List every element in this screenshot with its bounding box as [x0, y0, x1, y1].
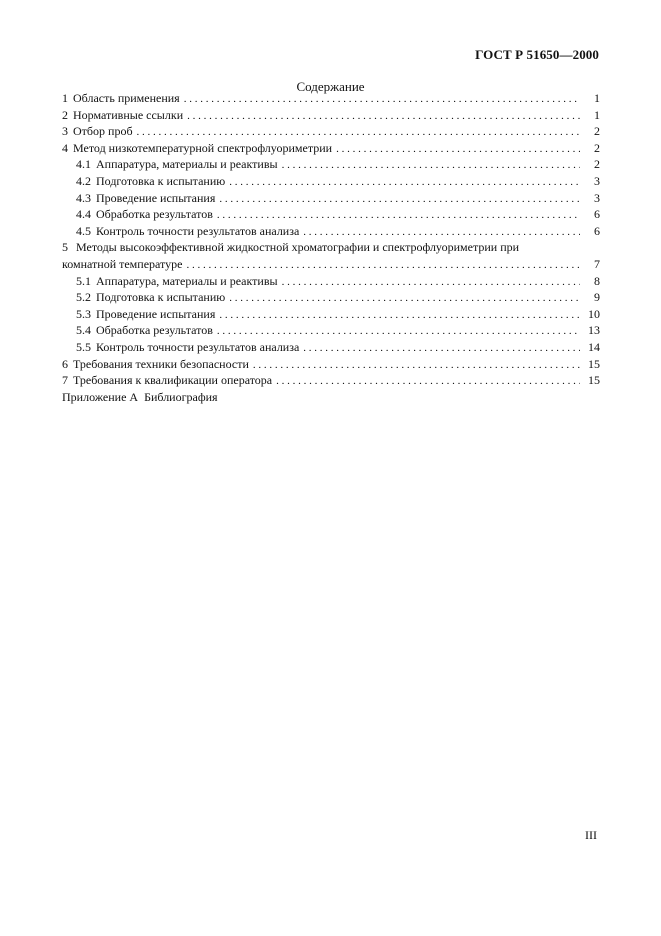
- dot-leader: [217, 323, 580, 340]
- toc-entry-page: 3: [594, 173, 600, 188]
- toc-entry[interactable]: [62, 223, 600, 240]
- toc-entry-page: 10: [588, 306, 600, 321]
- toc-entry-label: Требования техники безопасности: [73, 356, 249, 371]
- toc-entry-label: Нормативные ссылки: [73, 107, 184, 122]
- dot-leader: [217, 207, 580, 224]
- toc-entry-label: Проведение испытания: [96, 190, 216, 205]
- toc-entry-page: 2: [594, 157, 600, 172]
- toc-entry[interactable]: [62, 90, 600, 107]
- toc-entry-label: Подготовка к испытанию: [96, 173, 226, 188]
- toc-entry-number: 4.1: [76, 157, 91, 172]
- toc-entry-page: 2: [594, 140, 600, 155]
- toc-entry[interactable]: [62, 372, 600, 389]
- toc-entry[interactable]: [62, 123, 600, 140]
- toc-entry-number: 4.2: [76, 173, 91, 188]
- toc-entry[interactable]: [62, 306, 600, 323]
- toc-entry[interactable]: [62, 140, 600, 157]
- toc-entry-page: 9: [594, 290, 600, 305]
- document-id: ГОСТ Р 51650—2000: [475, 47, 599, 62]
- toc-entry-first-line[interactable]: [62, 239, 600, 256]
- toc-entry-label: Отбор проб: [73, 124, 133, 139]
- toc-entry[interactable]: [62, 339, 600, 356]
- toc-entry-continuation[interactable]: [62, 256, 600, 273]
- toc-entry-number: 4.5: [76, 223, 91, 238]
- toc-entry-number: 5.5: [76, 339, 91, 354]
- toc-entry-page: 14: [588, 339, 600, 354]
- toc-entry-page: 15: [588, 373, 600, 388]
- dot-leader: [186, 257, 580, 274]
- toc-entry[interactable]: [62, 206, 600, 223]
- toc-entry-page: 2: [594, 124, 600, 139]
- toc-entry[interactable]: [62, 173, 600, 190]
- toc-entry-number: 6: [62, 356, 68, 371]
- toc-entry-appendix[interactable]: [62, 389, 600, 406]
- toc-entry-label: Контроль точности результатов анализа: [96, 339, 300, 354]
- toc-entry[interactable]: [62, 289, 600, 306]
- toc-entry-page: 1: [594, 91, 600, 105]
- toc-entry-number: 1: [62, 91, 68, 105]
- dot-leader: [229, 174, 580, 191]
- toc-entry-label: Область применения: [73, 91, 180, 105]
- toc-entry-number: 5: [62, 240, 68, 255]
- toc-entry-label: Методы высокоэффективной жидкостной хроматографии и спектрофлуориметрии при: [76, 240, 520, 255]
- toc-entry-label: Проведение испытания: [96, 306, 216, 321]
- dot-leader: [253, 357, 580, 374]
- toc-entry[interactable]: [62, 190, 600, 207]
- toc-entry[interactable]: [62, 107, 600, 124]
- toc-entry-number: 3: [62, 124, 68, 139]
- toc-entry-number: 4.3: [76, 190, 91, 205]
- toc-entry-label: Обработка результатов: [96, 323, 213, 338]
- toc-entry-number: 5.4: [76, 323, 91, 338]
- toc-entry-number: 5.3: [76, 306, 91, 321]
- toc-entry-page: 7: [594, 256, 600, 271]
- dot-leader: [282, 274, 580, 291]
- toc-entry-label: Подготовка к испытанию: [96, 290, 226, 305]
- toc-entry-label: Требования к квалификации оператора: [73, 373, 273, 388]
- toc-entry-page: 15: [588, 356, 600, 371]
- toc-title: Содержание: [296, 79, 365, 94]
- toc-entry-page: 13: [588, 323, 600, 338]
- toc-entry[interactable]: [62, 322, 600, 339]
- dot-leader: [219, 307, 580, 324]
- dot-leader: [187, 108, 580, 125]
- dot-leader: [282, 157, 580, 174]
- toc-entry-page: 3: [594, 190, 600, 205]
- table-of-contents: [62, 90, 600, 405]
- toc-entry-number: 4: [62, 140, 68, 155]
- toc-entry-label: Контроль точности результатов анализа: [96, 223, 300, 238]
- toc-entry-page: 8: [594, 273, 600, 288]
- toc-entry-page: 1: [594, 107, 600, 122]
- dot-leader: [137, 124, 580, 141]
- dot-leader: [336, 141, 580, 158]
- toc-entry-label: Аппаратура, материалы и реактивы: [96, 273, 278, 288]
- toc-entry-label-continuation: комнатной температуре: [62, 256, 183, 271]
- toc-entry[interactable]: [62, 156, 600, 173]
- toc-entry[interactable]: [62, 273, 600, 290]
- toc-entry-page: 6: [594, 207, 600, 222]
- toc-entry-label: Приложение А Библиография: [62, 389, 218, 404]
- toc-entry-page: 6: [594, 223, 600, 238]
- dot-leader: [276, 373, 580, 390]
- toc-entry-label: Метод низкотемпературной спектрофлуориметрии: [73, 140, 333, 155]
- dot-leader: [229, 290, 580, 307]
- dot-leader: [303, 340, 580, 357]
- toc-entry-number: 5.2: [76, 290, 91, 305]
- toc-entry-number: 5.1: [76, 273, 91, 288]
- page-number: III: [585, 828, 597, 842]
- toc-entry-number: 2: [62, 107, 68, 122]
- toc-entry-number: 4.4: [76, 207, 91, 222]
- toc-entry-label: Обработка результатов: [96, 207, 213, 222]
- toc-entry-label: Аппаратура, материалы и реактивы: [96, 157, 278, 172]
- dot-leader: [303, 224, 580, 241]
- toc-entry-number: 7: [62, 373, 68, 388]
- toc-entry[interactable]: [62, 356, 600, 373]
- dot-leader: [219, 191, 580, 208]
- dot-leader: [184, 91, 580, 108]
